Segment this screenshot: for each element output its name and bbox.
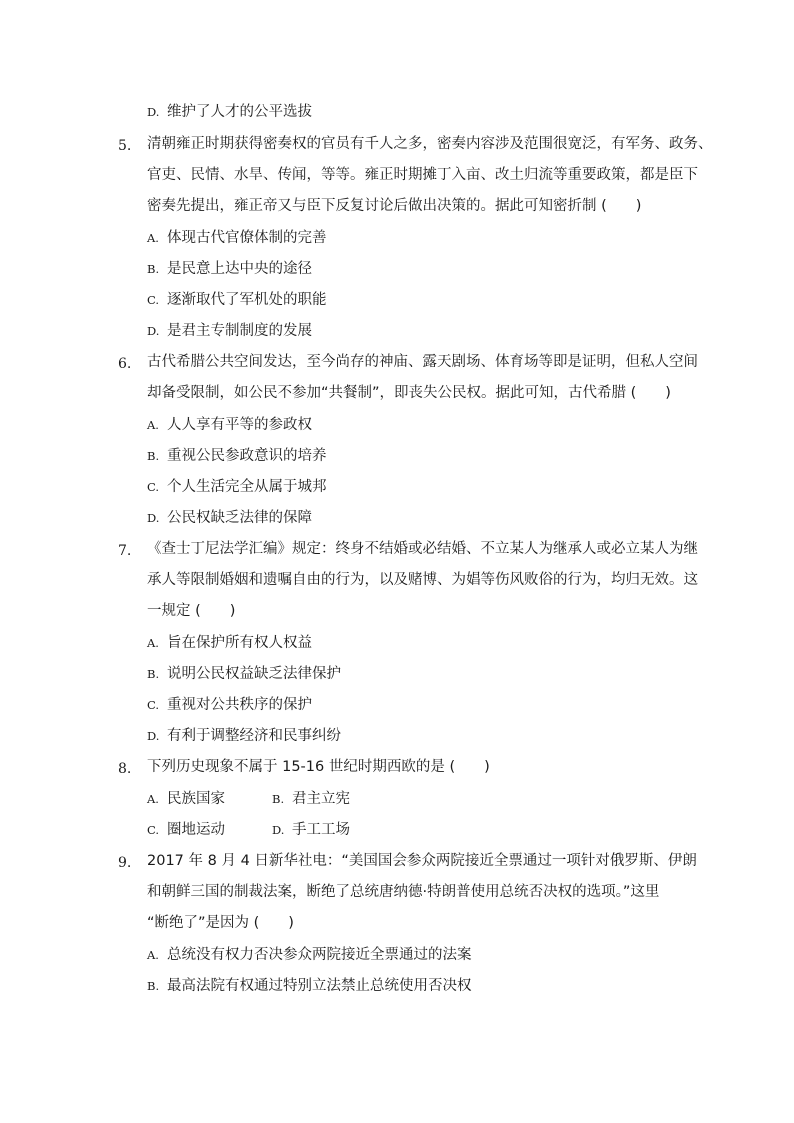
- option-letter: C.: [147, 823, 160, 837]
- option-letter: C.: [147, 480, 160, 494]
- question-number: 5.: [118, 138, 132, 154]
- q6-stem-line-1: 古代希腊公共空间发达，至今尚存的神庙、露天剧场、体育场等即是证明，但私人空间: [147, 354, 698, 370]
- option-text: 维护了人才的公平选拔: [167, 104, 312, 120]
- option-text: 公民权缺乏法律的保障: [167, 510, 312, 526]
- option-text: 逐渐取代了军机处的职能: [167, 292, 327, 308]
- option-text: 圈地运动: [167, 822, 225, 838]
- q7-option-d: [147, 726, 341, 746]
- q8-option-b: [272, 789, 350, 809]
- option-text: 君主立宪: [292, 791, 350, 807]
- q6-option-a: [147, 415, 312, 435]
- question-number: 8.: [118, 761, 132, 777]
- q9-stem-line-3: “断绝了”是因为 ( ): [147, 915, 294, 931]
- option-letter: D.: [147, 511, 160, 525]
- option-text: 手工工场: [292, 822, 350, 838]
- q6-stem-line-2: 却备受限制，如公民不参加“共餐制”，即丧失公民权。据此可知，古代希腊 ( ): [147, 385, 671, 401]
- option-text: 体现古代官僚体制的完善: [167, 230, 327, 246]
- q5-option-a: [147, 228, 327, 248]
- option-text: 是君主专制制度的发展: [167, 323, 312, 339]
- q8-option-d: [272, 820, 350, 840]
- q5-stem-line-2: 官吏、民情、水旱、传闻，等等。雍正时期摊丁入亩、改土归流等重要政策，都是臣下: [147, 167, 698, 183]
- q9-stem-line-1: 2017 年 8 月 4 日新华社电：“美国国会参众两院接近全票通过一项针对俄罗斯、伊朗: [147, 853, 697, 869]
- q5-stem-line-3: 密奏先提出，雍正帝又与臣下反复讨论后做出决策的。据此可知密折制 ( ): [147, 198, 642, 214]
- option-text: 重视对公共秩序的保护: [167, 697, 312, 713]
- q7-stem-line-1: 《查士丁尼法学汇编》规定：终身不结婚或必结婚、不立某人为继承人或必立某人为继: [147, 541, 698, 557]
- option-text: 旨在保护所有权人权益: [167, 635, 312, 651]
- q5-stem-line-1: 清朝雍正时期获得密奏权的官员有千人之多，密奏内容涉及范围很宽泛，有军务、政务、: [147, 136, 713, 152]
- option-letter: A.: [147, 792, 159, 806]
- option-letter: B.: [147, 667, 160, 681]
- q9-option-b: [147, 976, 472, 996]
- option-letter: A.: [147, 231, 159, 245]
- question-number: 9.: [118, 855, 132, 871]
- option-letter: A.: [147, 948, 159, 962]
- question-number: 7.: [118, 543, 132, 559]
- q9-option-a: [147, 945, 472, 965]
- q6-option-d: [147, 508, 312, 528]
- option-text: 有利于调整经济和民事纠纷: [167, 728, 341, 744]
- q5-option-d: [147, 321, 312, 341]
- option-letter: D.: [147, 729, 160, 743]
- option-letter: B.: [147, 449, 160, 463]
- q7-option-b: [147, 664, 341, 684]
- option-text: 人人享有平等的参政权: [167, 417, 312, 433]
- q6-option-b: [147, 446, 327, 466]
- question-number: 6.: [118, 356, 132, 372]
- q8-stem-line-1: 下列历史现象不属于 15-16 世纪时期西欧的是 ( ): [147, 759, 490, 775]
- q4-option-d: [147, 102, 312, 122]
- option-text: 民族国家: [167, 791, 225, 807]
- option-text: 最高法院有权通过特别立法禁止总统使用否决权: [167, 978, 472, 994]
- option-letter: C.: [147, 698, 160, 712]
- q7-option-c: [147, 695, 312, 715]
- q8-option-a: [147, 789, 225, 809]
- option-letter: D.: [147, 105, 160, 119]
- option-letter: B.: [272, 792, 285, 806]
- q7-stem-line-3: 一规定 ( ): [147, 603, 236, 619]
- q9-stem-line-2: 和朝鲜三国的制裁法案，断绝了总统唐纳德·特朗普使用总统否决权的选项。”这里: [147, 884, 660, 900]
- q5-option-c: [147, 290, 327, 310]
- option-letter: A.: [147, 636, 159, 650]
- q6-option-c: [147, 477, 327, 497]
- option-text: 总统没有权力否决参众两院接近全票通过的法案: [167, 947, 472, 963]
- q7-stem-line-2: 承人等限制婚姻和遗嘱自由的行为，以及赌博、为娼等伤风败俗的行为，均归无效。这: [147, 572, 698, 588]
- q8-option-c: [147, 820, 225, 840]
- q5-option-b: [147, 259, 312, 279]
- option-letter: B.: [147, 979, 160, 993]
- option-text: 说明公民权益缺乏法律保护: [167, 666, 341, 682]
- option-letter: A.: [147, 418, 159, 432]
- option-letter: C.: [147, 293, 160, 307]
- q7-option-a: [147, 633, 312, 653]
- option-letter: D.: [147, 324, 160, 338]
- option-text: 重视公民参政意识的培养: [167, 448, 327, 464]
- option-letter: D.: [272, 823, 285, 837]
- option-text: 个人生活完全从属于城邦: [167, 479, 327, 495]
- option-letter: B.: [147, 262, 160, 276]
- option-text: 是民意上达中央的途径: [167, 261, 312, 277]
